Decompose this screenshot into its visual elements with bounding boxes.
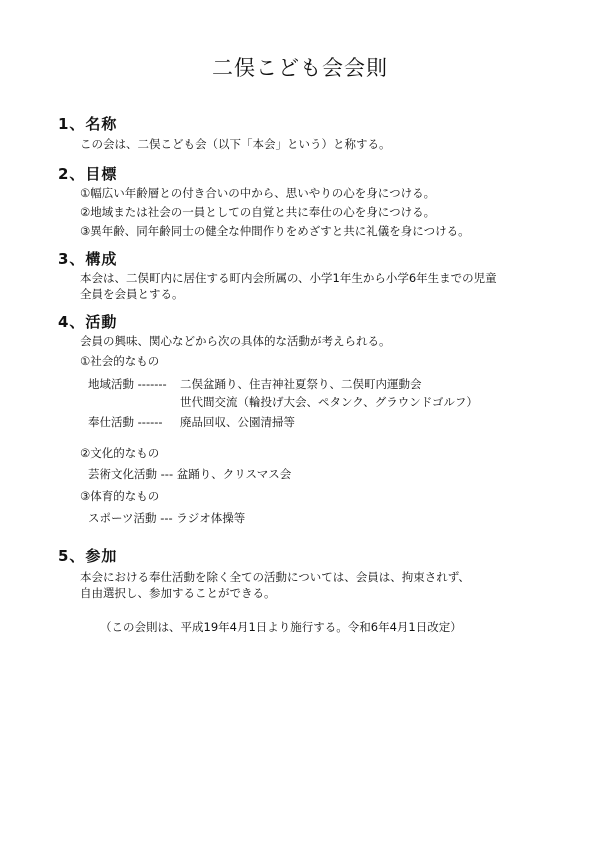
section-text: 自由選択し、参加することができる。 <box>80 586 276 600</box>
activity-row: スポーツ活動 --- ラジオ体操等 <box>88 511 246 525</box>
activity-value: 世代間交流（輪投げ大会、ペタンク、グラウンドゴルフ） <box>180 395 478 409</box>
activity-value: 廃品回収、公園清掃等 <box>180 415 295 429</box>
activity-category-social: ①社会的なもの <box>80 354 160 368</box>
section-text: 会員の興味、関心などから次の具体的な活動が考えられる。 <box>80 334 391 348</box>
goal-item: ①幅広い年齢層との付き合いの中から、思いやりの心を身につける。 <box>80 186 436 200</box>
section-heading-name: 1、名称 <box>58 115 118 133</box>
section-heading-goals: 2、目標 <box>58 165 118 183</box>
goal-item: ②地域または社会の一員としての自覚と共に奉仕の心を身につける。 <box>80 205 436 219</box>
activity-row: 芸術文化活動 --- 盆踊り、クリスマス会 <box>88 467 292 481</box>
section-text: 本会は、二俣町内に居住する町内会所属の、小学1年生から小学6年生までの児童 <box>80 271 497 285</box>
section-text: 本会における奉仕活動を除く全ての活動については、会員は、拘束されず、 <box>80 570 470 584</box>
activity-value: 二俣盆踊り、住吉神社夏祭り、二俣町内運動会 <box>180 377 422 391</box>
section-text: 全員を会員とする。 <box>80 287 184 301</box>
activity-category-cultural: ②文化的なもの <box>80 446 160 460</box>
activity-category-physical: ③体育的なもの <box>80 489 160 503</box>
section-text: この会は、二俣こども会（以下「本会」という）と称する。 <box>80 137 391 151</box>
page-title: 二俣こども会会則 <box>212 56 388 80</box>
section-heading-activities: 4、活動 <box>58 313 118 331</box>
section-heading-composition: 3、構成 <box>58 250 118 268</box>
enactment-note: （この会則は、平成19年4月1日より施行する。令和6年4月1日改定） <box>100 620 462 634</box>
section-heading-participation: 5、参加 <box>58 547 118 565</box>
activity-label: 奉仕活動 ------ <box>88 415 163 429</box>
activity-label: 地域活動 ------- <box>88 377 167 391</box>
goal-item: ③異年齢、同年齢同士の健全な仲間作りをめざすと共に礼儀を身につける。 <box>80 224 470 238</box>
